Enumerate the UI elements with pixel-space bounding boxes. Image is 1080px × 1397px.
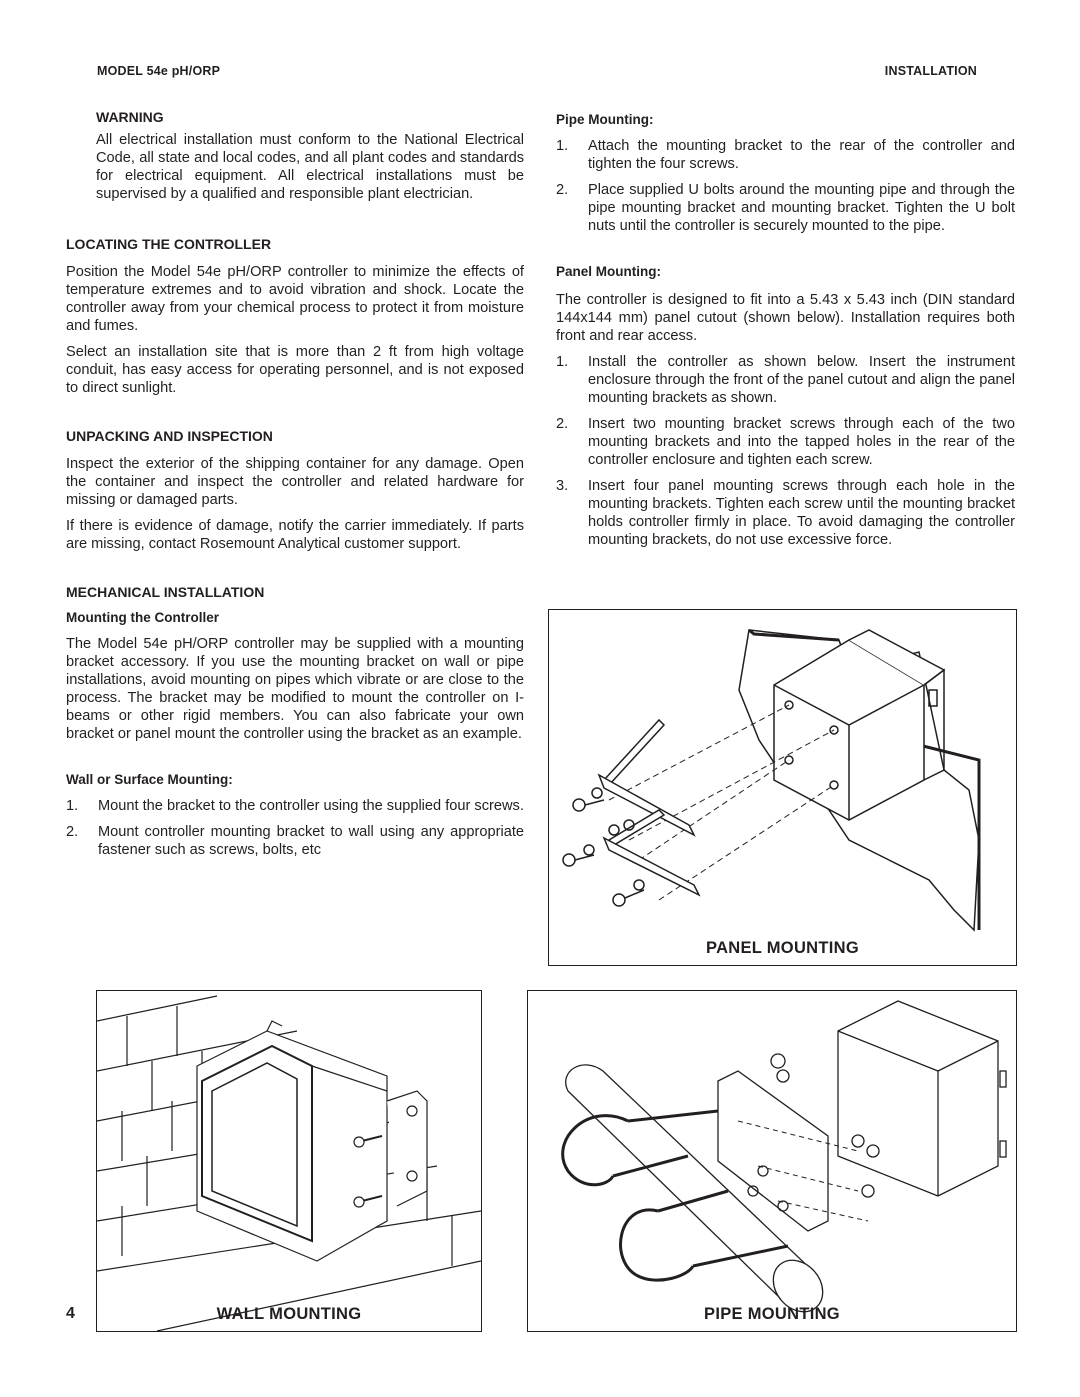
pipe-mounting-subtitle: Pipe Mounting: — [556, 112, 654, 127]
list-text: Mount the bracket to the controller using the supplied four screws. — [98, 798, 524, 814]
panel-mounting-subtitle: Panel Mounting: — [556, 264, 661, 279]
list-item — [556, 137, 1015, 173]
list-item — [66, 823, 524, 859]
list-text: Install the controller as shown below. Insert the instrument enclosure through the front of the panel cutout and align the panel mounting brackets as shown. — [588, 354, 1015, 406]
warning-text: All electrical installation must conform to the National Electrical Code, all state and local codes, and all plant codes and standards for electrical equipment. All electrical installations must be supervised by a qualified and responsible plant electrician. — [96, 132, 524, 202]
unpacking-title: UNPACKING AND INSPECTION — [66, 428, 273, 444]
pipe-mounting-illustration — [528, 991, 1016, 1331]
warning-block — [66, 108, 524, 203]
pipe-mounting-caption: PIPE MOUNTING — [704, 1305, 840, 1323]
unpacking-p1: Inspect the exterior of the shipping container for any damage. Open the container and inspect the controller and related hardware for missing or damaged parts. — [66, 456, 524, 508]
wall-mounting-illustration — [97, 991, 481, 1331]
list-text: Place supplied U bolts around the mounting pipe and through the pipe mounting bracket and mounting bracket. Tighten the U bolt nuts until the controller is securely mounted to the pipe. — [588, 182, 1015, 234]
warning-title: WARNING — [96, 109, 164, 125]
list-number: 1. — [556, 138, 569, 154]
panel-mounting-figure — [548, 609, 1017, 966]
list-number: 2. — [66, 824, 79, 840]
mechanical-title: MECHANICAL INSTALLATION — [66, 584, 265, 600]
left-column — [66, 108, 524, 859]
locating-p1: Position the Model 54e pH/ORP controller to minimize the effects of temperature extremes and to avoid vibration and shock. Locate the controller away from your chemical process to protect it from moisture and fumes. — [66, 264, 524, 334]
page-number: 4 — [66, 1305, 75, 1322]
panel-mounting-caption: PANEL MOUNTING — [705, 939, 859, 957]
list-item — [556, 415, 1015, 469]
list-number: 1. — [556, 354, 569, 370]
mounting-controller-text: The Model 54e pH/ORP controller may be supplied with a mounting bracket accessory. If you use the mounting bracket on wall or pipe installations, avoid mounting on pipes which vibrate or are close to the process. The bracket may be modified to mount the controller on I-beams or other rigid members. You can also fabricate your own bracket or panel mount the controller using the bracket as an example. — [66, 636, 524, 742]
list-item — [556, 181, 1015, 235]
locating-p2: Select an installation site that is more than 2 ft from high voltage conduit, has easy access for operating personnel, and is not exposed to direct sunlight. — [66, 344, 524, 396]
list-text: Attach the mounting bracket to the rear of the controller and tighten the four screws. — [588, 138, 1015, 172]
list-number: 2. — [556, 182, 569, 198]
wall-mounting-subtitle: Wall or Surface Mounting: — [66, 772, 233, 787]
wall-mounting-caption: WALL MOUNTING — [216, 1305, 362, 1323]
list-item — [66, 797, 524, 815]
running-header-right: INSTALLATION — [884, 64, 977, 78]
list-item — [556, 353, 1015, 407]
locating-title: LOCATING THE CONTROLLER — [66, 236, 272, 252]
right-column — [556, 111, 1015, 549]
pipe-mounting-figure — [527, 990, 1017, 1332]
list-text: Insert two mounting bracket screws through each of the two mounting brackets and into the tapped holes in the rear of the controller enclosure and tighten each screw. — [588, 416, 1015, 468]
list-number: 3. — [556, 478, 569, 494]
list-text: Mount controller mounting bracket to wall using any appropriate fastener such as screws, bolts, etc — [98, 824, 524, 858]
list-number: 1. — [66, 798, 79, 814]
running-header-left: MODEL 54e pH/ORP — [97, 64, 221, 78]
list-item — [556, 477, 1015, 549]
wall-mounting-figure — [96, 990, 482, 1332]
panel-intro: The controller is designed to fit into a 5.43 x 5.43 inch (DIN standard 144x144 mm) panel cutout (shown below). Installation requires both front and rear access. — [556, 292, 1015, 344]
unpacking-p2: If there is evidence of damage, notify the carrier immediately. If parts are missing, contact Rosemount Analytical customer support. — [66, 518, 524, 552]
list-number: 2. — [556, 416, 569, 432]
mounting-controller-subtitle: Mounting the Controller — [66, 610, 219, 625]
panel-mounting-illustration — [549, 610, 1016, 965]
list-text: Insert four panel mounting screws through each hole in the mounting brackets. Tighten each screw until the mounting bracket holds controller firmly in place. To avoid damaging the controller mounting brackets, do not use excessive force. — [588, 478, 1015, 548]
